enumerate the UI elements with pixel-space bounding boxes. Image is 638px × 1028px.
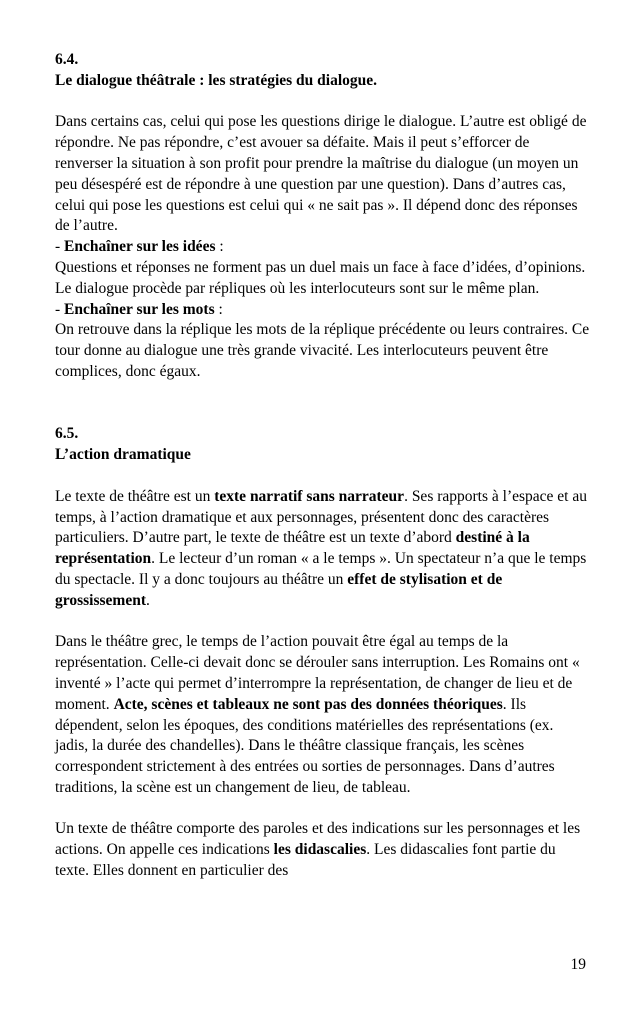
section-6-5-paragraph-1: Le texte de théâtre est un texte narratif sans narrateur. Ses rapports à l’espace et au temps, à l’action dramatique et aux personnages, présentent donc des caractères particuliers. D’autre part, le texte de théâtre est un texte d’abord destiné à la représentation. Le lecteur d’un roman « a le temps ». Un spectateur n’a que le temps du spectacle. Il y a donc toujours au théâtre un effet de stylisation et de grossissement. [55, 487, 587, 609]
item-words-heading: - Enchaîner sur les mots : [55, 300, 223, 318]
item-words-text: On retrouve dans la réplique les mots de la réplique précédente ou leurs contraires. Ce tour donne au dialogue une très grande vivacité. Les interlocuteurs peuvent être complices, donc égaux. [55, 321, 590, 380]
item-ideas-text: Questions et réponses ne forment pas un duel mais un face à face d’idées, d’opinions. Le dialogue procède par répliques où les interlocuteurs sont sur le même plan. [55, 258, 586, 297]
section-6-4-paragraph: Dans certains cas, celui qui pose les questions dirige le dialogue. L’autre est obligé de répondre. Ne pas répondre, c’est avouer sa défaite. Mais il peut s’efforcer de renverser la situation à son profit pour prendre la maîtrise du dialogue (un moyen un peu désespéré est de répondre à une question par une question). Dans d’autres cas, celui qui pose les questions est celui qui « ne sait pas ». Il dépend donc des réponses de l’autre. [55, 113, 587, 235]
item-ideas-heading: - Enchaîner sur les idées : [55, 238, 224, 256]
section-6-5-paragraph-3: Un texte de théâtre comporte des paroles et des indications sur les personnages et les actions. On appelle ces indications les didascalies. Les didascalies font partie du texte. Elles donnent en particulier des [55, 820, 581, 880]
page-number: 19 [570, 956, 586, 973]
section-6-5-number: 6.5. [55, 425, 79, 443]
page-body [55, 50, 590, 882]
section-6-5-paragraph-2: Dans le théâtre grec, le temps de l’action pouvait être égal au temps de la représentation. Celle-ci devait donc se dérouler sans interruption. Les Romains ont « inventé » l’acte qui permet d’interrompre la représentation, de changer de lieu et de moment. Acte, scènes et tableaux ne sont pas des données théoriques. Ils dépendent, selon les époques, des conditions matérielles des représentations (ex. jadis, la durée des chandelles). Dans le théâtre classique français, les scènes correspondent strictement à des entrées ou sorties de personnages. Dans d’autres traditions, la scène est un changement de lieu, de tableau. [55, 633, 580, 796]
section-6-5-title: L’action dramatique [55, 446, 191, 464]
section-6-4-number: 6.4. [55, 51, 79, 68]
section-6-4-title: Le dialogue théâtrale : les stratégies du dialogue. [55, 71, 378, 89]
item-ideas-label: Enchaîner sur les idées [64, 238, 216, 256]
item-words-label: Enchaîner sur les mots [64, 300, 215, 318]
